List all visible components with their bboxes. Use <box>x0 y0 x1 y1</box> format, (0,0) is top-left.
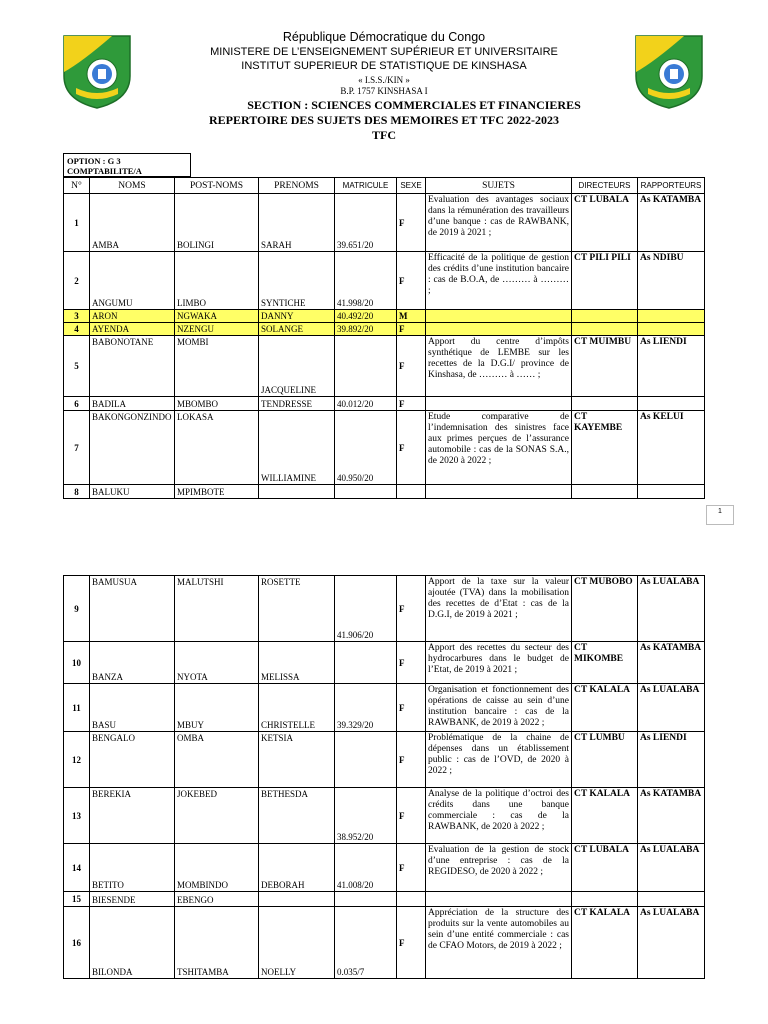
cell-nom: AMBA <box>90 194 175 252</box>
cell-sexe: F <box>397 194 426 252</box>
cell-rapporteur: As LUALABA <box>638 576 705 642</box>
cell-postnom: MBUY <box>175 684 259 732</box>
cell-directeur: CT KAYEMBE <box>572 411 638 485</box>
cell-sexe: F <box>397 684 426 732</box>
cell-rapporteur: As LIENDI <box>638 336 705 397</box>
option-label: OPTION : G 3 <box>67 156 121 166</box>
page-number: 1 <box>706 505 734 525</box>
cell-directeur: CT MUBOBO <box>572 576 638 642</box>
cell-directeur: CT LUMBU <box>572 732 638 788</box>
cell-prenom: SARAH <box>259 194 335 252</box>
cell-directeur: CT PILI PILI <box>572 252 638 310</box>
cell-sujet: Problématique de la chaine de dépenses dans un établissement public : cas de l’OVD, de 2020 à 2022 ; <box>426 732 572 788</box>
col-header-sexe: SEXE <box>397 178 426 194</box>
cell-sujet: Appréciation de la structure des produits sur la vente automobiles au sein d’une entité commerciale : cas de CFAO Motors, de 2019 à 2022 ; <box>426 907 572 979</box>
cell-sujet <box>426 323 572 336</box>
cell-rapporteur: As LIENDI <box>638 732 705 788</box>
cell-prenom: KETSIA <box>259 732 335 788</box>
cell-directeur: CT MIKOMBE <box>572 642 638 684</box>
cell-directeur: CT KALALA <box>572 788 638 844</box>
cell-sexe <box>397 485 426 499</box>
cell-matricule: 39.651/20 <box>335 194 397 252</box>
row-number: 16 <box>64 907 90 979</box>
table-row <box>64 576 705 642</box>
ministry-name: MINISTERE DE L’ENSEIGNEMENT SUPÉRIEUR ET UNIVERSITAIRE <box>210 46 558 58</box>
cell-sexe: F <box>397 252 426 310</box>
col-header-rapporteurs: RAPPORTEURS <box>638 178 705 194</box>
row-number: 10 <box>64 642 90 684</box>
cell-nom: BAKONGONZINDO <box>90 411 175 485</box>
option-department: COMPTABILITE/A <box>67 166 142 176</box>
cell-postnom: NGWAKA <box>175 310 259 323</box>
row-number: 2 <box>64 252 90 310</box>
cell-sexe: F <box>397 411 426 485</box>
cell-prenom: SOLANGE <box>259 323 335 336</box>
cell-prenom: SYNTICHE <box>259 252 335 310</box>
topics-table-page1 <box>63 177 705 499</box>
cell-rapporteur: As NDIBU <box>638 252 705 310</box>
cell-prenom <box>259 485 335 499</box>
cell-postnom: MALUTSHI <box>175 576 259 642</box>
cell-rapporteur <box>638 310 705 323</box>
table-row <box>64 397 705 411</box>
table-row <box>64 892 705 907</box>
row-number: 7 <box>64 411 90 485</box>
cell-directeur <box>572 323 638 336</box>
cell-postnom: JOKEBED <box>175 788 259 844</box>
cell-directeur <box>572 892 638 907</box>
cell-nom: BABONOTANE <box>90 336 175 397</box>
cell-sujet: Apport de la taxe sur la valeur ajoutée (TVA) dans la mobilisation des recettes de d’Etat : cas de la D.G.I, de 2019 à 2021 ; <box>426 576 572 642</box>
cell-nom: BASU <box>90 684 175 732</box>
document-subtitle: TFC <box>372 128 396 142</box>
table-row <box>64 336 705 397</box>
table-row <box>64 310 705 323</box>
cell-prenom <box>259 892 335 907</box>
cell-rapporteur <box>638 397 705 411</box>
row-number: 5 <box>64 336 90 397</box>
cell-rapporteur <box>638 892 705 907</box>
cell-sujet: Analyse de la politique d’octroi des crédits dans une banque commerciale : cas de la RAWBANK, de 2020 à 2022 ; <box>426 788 572 844</box>
cell-sexe: F <box>397 642 426 684</box>
cell-matricule <box>335 485 397 499</box>
cell-postnom: TSHITAMBA <box>175 907 259 979</box>
cell-matricule: 41.998/20 <box>335 252 397 310</box>
cell-sujet <box>426 310 572 323</box>
row-number: 11 <box>64 684 90 732</box>
cell-sujet: Efficacité de la politique de gestion des crédits d’une institution bancaire : cas de B.O.A, de ……… à ……… ; <box>426 252 572 310</box>
cell-directeur <box>572 397 638 411</box>
cell-rapporteur: As LUALABA <box>638 684 705 732</box>
row-number: 4 <box>64 323 90 336</box>
cell-sujet: Etude comparative de l’indemnisation des sinistres face aux primes perçues de l’assurance automobile : cas de la SONAS S.A., de 2020 à 2022 ; <box>426 411 572 485</box>
cell-sujet: Evaluation de la gestion de stock d’une entreprise : cas de la REGIDESO, de 2020 à 2022 ; <box>426 844 572 892</box>
cell-matricule: 40.950/20 <box>335 411 397 485</box>
cell-sexe: M <box>397 310 426 323</box>
section-title: SECTION : SCIENCES COMMERCIALES ET FINANCIERES <box>247 98 581 112</box>
cell-matricule: 41.008/20 <box>335 844 397 892</box>
cell-sujet: Apport des recettes du secteur des hydrocarbures dans le budget de l’Etat, de 2019 à 2021 ; <box>426 642 572 684</box>
col-header-directeurs: DIRECTEURS <box>572 178 638 194</box>
cell-prenom: ROSETTE <box>259 576 335 642</box>
cell-sexe: F <box>397 844 426 892</box>
cell-postnom: NZENGU <box>175 323 259 336</box>
topics-table-page2 <box>63 575 705 979</box>
cell-matricule: 39.329/20 <box>335 684 397 732</box>
cell-postnom: BOLINGI <box>175 194 259 252</box>
cell-matricule: 0.035/7 <box>335 907 397 979</box>
institute-name: INSTITUT SUPERIEUR DE STATISTIQUE DE KINSHASA <box>241 60 527 72</box>
cell-matricule <box>335 732 397 788</box>
cell-postnom: MPIMBOTE <box>175 485 259 499</box>
table-row <box>64 323 705 336</box>
table-row <box>64 788 705 844</box>
row-number: 6 <box>64 397 90 411</box>
cell-directeur: CT LUBALA <box>572 194 638 252</box>
cell-rapporteur: As KATAMBA <box>638 642 705 684</box>
cell-prenom: DEBORAH <box>259 844 335 892</box>
cell-directeur <box>572 485 638 499</box>
cell-directeur: CT KALALA <box>572 684 638 732</box>
cell-nom: BETITO <box>90 844 175 892</box>
cell-matricule <box>335 642 397 684</box>
cell-directeur: CT LUBALA <box>572 844 638 892</box>
table-row <box>64 252 705 310</box>
cell-postnom: MOMBINDO <box>175 844 259 892</box>
cell-sexe <box>397 892 426 907</box>
cell-sujet: Evaluation des avantages sociaux dans la rémunération des travailleurs d’une banque : cas de RAWBANK, de 2019 à 2021 ; <box>426 194 572 252</box>
cell-sujet <box>426 397 572 411</box>
row-number: 3 <box>64 310 90 323</box>
table-row <box>64 844 705 892</box>
table-row <box>64 907 705 979</box>
cell-postnom: MBOMBO <box>175 397 259 411</box>
cell-matricule: 38.952/20 <box>335 788 397 844</box>
cell-rapporteur: As LUALABA <box>638 907 705 979</box>
cell-prenom: MELISSA <box>259 642 335 684</box>
cell-prenom: TENDRESSE <box>259 397 335 411</box>
cell-postnom: OMBA <box>175 732 259 788</box>
cell-rapporteur <box>638 323 705 336</box>
cell-nom: BEREKIA <box>90 788 175 844</box>
col-header-postnom: POST-NOMS <box>175 178 259 194</box>
cell-nom: ARON <box>90 310 175 323</box>
cell-nom: BIESENDE <box>90 892 175 907</box>
cell-sujet <box>426 892 572 907</box>
cell-sexe: F <box>397 397 426 411</box>
cell-nom: BALUKU <box>90 485 175 499</box>
cell-nom: BADILA <box>90 397 175 411</box>
table-row <box>64 732 705 788</box>
cell-directeur: CT KALALA <box>572 907 638 979</box>
cell-rapporteur: As KATAMBA <box>638 194 705 252</box>
cell-directeur: CT MUIMBU <box>572 336 638 397</box>
country-name: République Démocratique du Congo <box>282 30 486 44</box>
cell-sexe: F <box>397 732 426 788</box>
col-header-matricule: MATRICULE <box>335 178 397 194</box>
cell-sujet: Apport du centre d’impôts synthétique de LEMBE sur les recettes de la D.G.I/ province de Kinshasa, de ……… à …… ; <box>426 336 572 397</box>
table-row <box>64 194 705 252</box>
cell-directeur <box>572 310 638 323</box>
cell-sexe: F <box>397 576 426 642</box>
cell-postnom: MOMBI <box>175 336 259 397</box>
row-number: 12 <box>64 732 90 788</box>
table-row <box>64 684 705 732</box>
cell-rapporteur <box>638 485 705 499</box>
col-header-prenom: PRENOMS <box>259 178 335 194</box>
cell-matricule <box>335 892 397 907</box>
cell-matricule: 41.906/20 <box>335 576 397 642</box>
row-number: 15 <box>64 892 90 907</box>
table-row <box>64 411 705 485</box>
cell-nom: BILONDA <box>90 907 175 979</box>
cell-prenom: JACQUELINE <box>259 336 335 397</box>
cell-matricule: 40.012/20 <box>335 397 397 411</box>
cell-nom: ANGUMU <box>90 252 175 310</box>
row-number: 9 <box>64 576 90 642</box>
cell-sexe: F <box>397 907 426 979</box>
row-number: 13 <box>64 788 90 844</box>
col-header-number: N° <box>64 178 90 194</box>
cell-sujet <box>426 485 572 499</box>
cell-nom: AYENDA <box>90 323 175 336</box>
cell-matricule: 39.892/20 <box>335 323 397 336</box>
cell-prenom: CHRISTELLE <box>259 684 335 732</box>
cell-rapporteur: As LUALABA <box>638 844 705 892</box>
cell-matricule: 40.492/20 <box>335 310 397 323</box>
table-row <box>64 642 705 684</box>
cell-postnom: LIMBO <box>175 252 259 310</box>
cell-sexe: F <box>397 323 426 336</box>
cell-rapporteur: As KELUI <box>638 411 705 485</box>
cell-postnom: LOKASA <box>175 411 259 485</box>
cell-nom: BENGALO <box>90 732 175 788</box>
table-row <box>64 485 705 499</box>
cell-postnom: NYOTA <box>175 642 259 684</box>
cell-nom: BAMUSUA <box>90 576 175 642</box>
col-header-nom: NOMS <box>90 178 175 194</box>
option-box <box>63 153 191 177</box>
row-number: 14 <box>64 844 90 892</box>
cell-sexe: F <box>397 788 426 844</box>
cell-nom: BANZA <box>90 642 175 684</box>
cell-postnom: EBENGO <box>175 892 259 907</box>
cell-sujet: Organisation et fonctionnement des opérations de caisse au sein d’une institution bancaire : cas de la RAWBANK, de 2019 à 2022 ; <box>426 684 572 732</box>
institute-acronym: « I.S.S./KIN » <box>358 75 410 85</box>
cell-prenom: BETHESDA <box>259 788 335 844</box>
cell-prenom: WILLIAMINE <box>259 411 335 485</box>
row-number: 8 <box>64 485 90 499</box>
cell-prenom: DANNY <box>259 310 335 323</box>
row-number: 1 <box>64 194 90 252</box>
cell-prenom: NOELLY <box>259 907 335 979</box>
col-header-sujets: SUJETS <box>426 178 572 194</box>
postal-address: B.P. 1757 KINSHASA I <box>340 86 428 96</box>
cell-rapporteur: As KATAMBA <box>638 788 705 844</box>
table-header-row <box>64 178 705 194</box>
cell-sexe: F <box>397 336 426 397</box>
page-break <box>0 509 768 573</box>
document-title: REPERTOIRE DES SUJETS DES MEMOIRES ET TFC 2022-2023 <box>209 113 559 127</box>
cell-matricule <box>335 336 397 397</box>
